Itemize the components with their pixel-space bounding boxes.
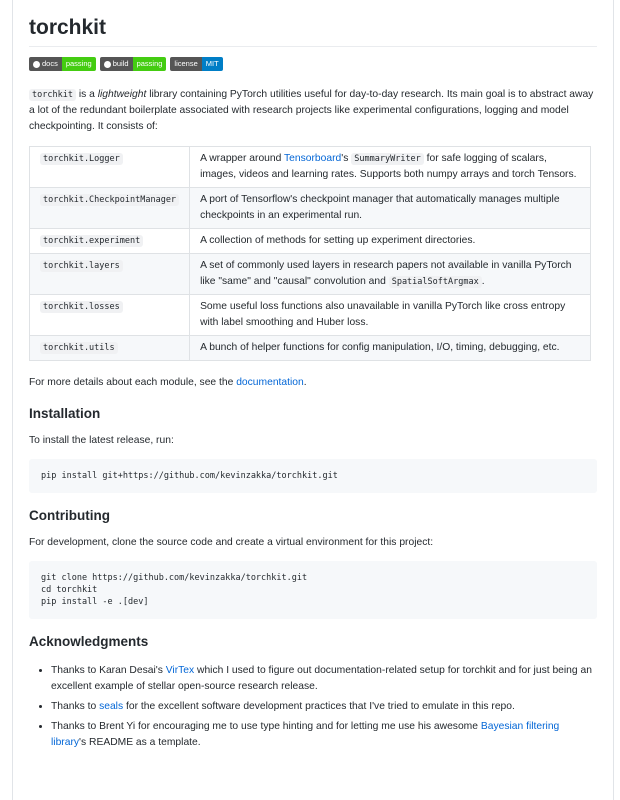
install-code-block[interactable]: pip install git+https://github.com/kevinzakka/torchkit.git (29, 459, 597, 493)
table-row (30, 295, 591, 336)
module-description: A set of commonly used layers in research papers not available in vanilla PyTorch like "same" and "causal" convolution and SpatialSoftArgmax . (190, 254, 591, 295)
module-description: Some useful loss functions also unavailable in vanilla PyTorch like cross entropy with label smoothing and Huber loss. (190, 295, 591, 336)
more-details-text: For more details about each module, see the documentation. (29, 377, 307, 388)
installation-heading: Installation (29, 406, 101, 421)
table-row (30, 336, 591, 361)
badge-row (29, 57, 597, 71)
list-item: • Thanks to Karan Desai's VirTex which I used to figure out documentation-related setup for torchkit and for just being an excellent example of stellar open-source research release. (51, 663, 597, 695)
inline-code: SpatialSoftArgmax (389, 276, 482, 288)
readme-content (29, 0, 597, 755)
list-item: • Thanks to Brent Yi for encouraging me to use type hinting and for letting me use his awesome Bayesian filtering library's README as a template. (51, 719, 597, 751)
module-description: A port of Tensorflow's checkpoint manager that automatically manages multiple checkpoints in an experimental run. (190, 188, 591, 229)
table-row (30, 188, 591, 229)
module-description: A collection of methods for setting up experiment directories. (190, 229, 591, 254)
table-row (30, 254, 591, 295)
acknowledgments-heading: Acknowledgments (29, 634, 149, 649)
docs-badge[interactable]: docs passing (29, 57, 96, 71)
bayesian-filtering-link[interactable]: Bayesian filtering library (51, 721, 560, 748)
module-name: torchkit.losses (40, 301, 123, 313)
readme-title: torchkit (29, 16, 597, 47)
documentation-link[interactable]: documentation (236, 377, 304, 388)
module-name: torchkit.Logger (40, 153, 123, 165)
table-row (30, 147, 591, 188)
module-name: torchkit.layers (40, 260, 123, 272)
module-name: torchkit.experiment (40, 235, 143, 247)
contributing-text: For development, clone the source code and create a virtual environment for this project: (29, 537, 434, 548)
tensorboard-link[interactable]: Tensorboard (284, 153, 342, 164)
list-item: • Thanks to seals for the excellent software development practices that I've tried to emulate in this repo. (51, 699, 597, 715)
readme-panel (12, 0, 614, 800)
intro-paragraph: torchkit is a lightweight library containing PyTorch utilities useful for day-to-day research. Its main goal is to abstract away a lot of the redundant boilerplate associated with research projects like experimental configurations, logging and model checkpointing. It consists of: (29, 89, 594, 132)
github-icon (104, 61, 111, 68)
build-badge[interactable]: build passing (100, 57, 167, 71)
modules-table (29, 146, 591, 361)
github-icon (33, 61, 40, 68)
installation-text: To install the latest release, run: (29, 435, 174, 446)
module-description: A wrapper around Tensorboard's SummaryWriter for safe logging of scalars, images, videos and learning rates. Supports both numpy arrays and torch Tensors. (190, 147, 591, 188)
inline-code: torchkit (29, 89, 76, 101)
module-name: torchkit.utils (40, 342, 118, 354)
contributing-heading: Contributing (29, 508, 110, 523)
virtex-link[interactable]: VirTex (165, 665, 195, 676)
seals-link[interactable]: seals (99, 701, 124, 712)
table-row (30, 229, 591, 254)
inline-code: SummaryWriter (351, 153, 424, 165)
dev-code-block[interactable]: git clone https://github.com/kevinzakka/torchkit.git cd torchkit pip install -e .[dev] (29, 561, 597, 619)
module-description: A bunch of helper functions for config manipulation, I/O, timing, debugging, etc. (190, 336, 591, 361)
acknowledgments-list (29, 663, 597, 751)
module-name: torchkit.CheckpointManager (40, 194, 179, 206)
license-badge[interactable]: license MIT (170, 57, 222, 71)
